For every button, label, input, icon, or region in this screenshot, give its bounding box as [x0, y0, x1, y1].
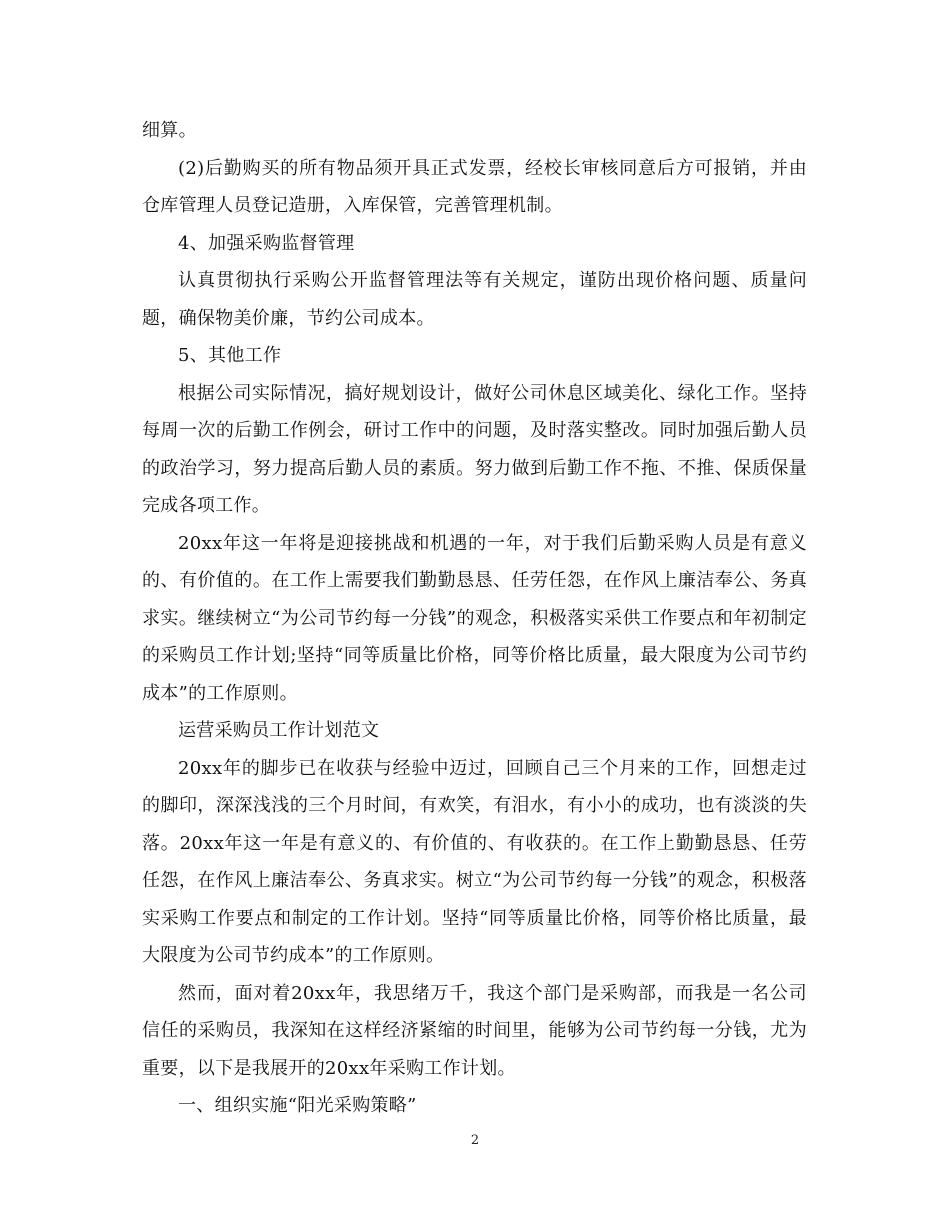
- section-heading: 一、组织实施“阳光采购策略”: [178, 1095, 417, 1116]
- paragraph: 细算。: [142, 120, 197, 141]
- paragraph: 根据公司实际情况，搞好规划设计，做好公司休息区域美化、绿化工作。坚持每周一次的后勤工作例会，研讨工作中的问题，及时落实整改。同时加强后勤人员的政治学习，努力提高后勤人员的素质。努力做到后勤工作不拖、不推、保质保量完成各项工作。: [142, 382, 807, 516]
- paragraph: (2)后勤购买的所有物品须开具正式发票，经校长审核同意后方可报销，并由仓库管理人员登记造册，入库保管，完善管理机制。: [142, 157, 807, 216]
- section-heading: 5、其他工作: [178, 345, 282, 366]
- paragraph: 20xx年的脚步已在收获与经验中迈过，回顾自己三个月来的工作，回想走过的脚印，深深浅浅的三个月时间，有欢笑，有泪水，有小小的成功，也有淡淡的失落。20xx年这一年是有意义的、有价值的、有收获的。在工作上勤勤恳恳、任劳任怨，在作风上廉洁奉公、务真求实。树立“为公司节约每一分钱”的观念，积极落实采购工作要点和制定的工作计划。坚持“同等质量比价格，同等价格比质量，最大限度为公司节约成本”的工作原则。: [142, 757, 807, 966]
- page-number: 2: [470, 1133, 480, 1148]
- paragraph: 认真贯彻执行采购公开监督管理法等有关规定，谨防出现价格问题、质量问题，确保物美价廉，节约公司成本。: [142, 270, 807, 329]
- section-heading: 4、加强采购监督管理: [178, 232, 355, 254]
- paragraph: 20xx年这一年将是迎接挑战和机遇的一年，对于我们后勤采购人员是有意义的、有价值的。在工作上需要我们勤勤恳恳、任劳任怨，在作风上廉洁奉公、务真求实。继续树立“为公司节约每一分钱”的观念，积极落实采供工作要点和年初制定的采购员工作计划;坚持“同等质量比价格，同等价格比质量，最大限度为公司节约成本”的工作原则。: [142, 532, 807, 704]
- section-heading: 运营采购员工作计划范文: [178, 720, 380, 741]
- paragraph: 然而，面对着20xx年，我思绪万千，我这个部门是采购部，而我是一名公司信任的采购员，我深知在这样经济紧缩的时间里，能够为公司节约每一分钱，尤为重要，以下是我展开的20xx年采购工作计划。: [142, 982, 807, 1079]
- document-body: [142, 112, 807, 1125]
